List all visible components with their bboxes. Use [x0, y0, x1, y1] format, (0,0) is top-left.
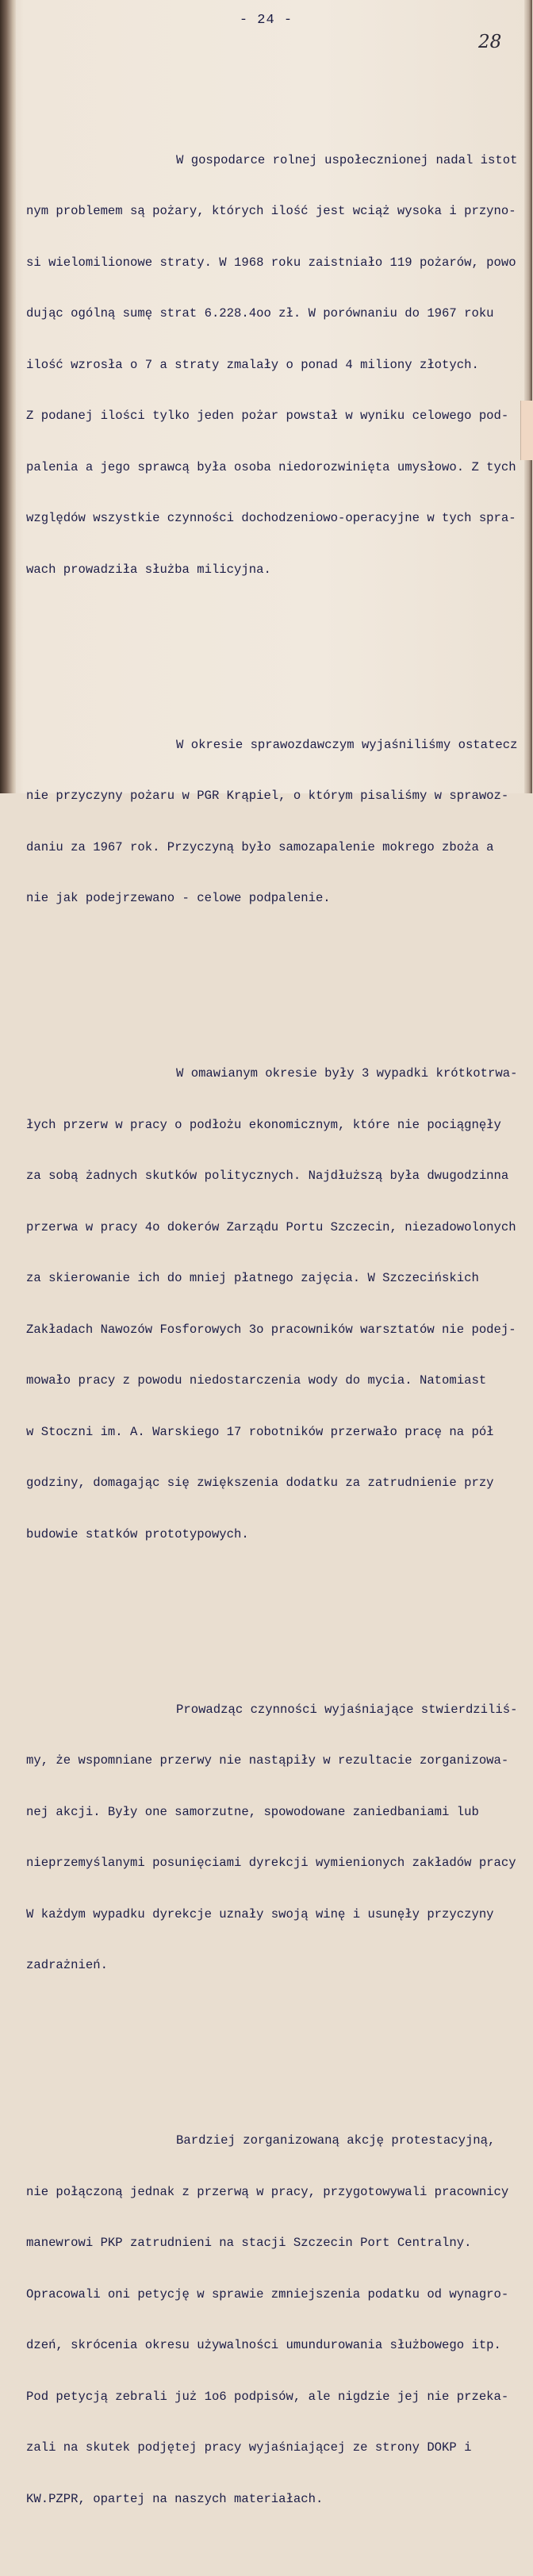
text-line: Bardziej zorganizowaną akcję protestacyjną, — [176, 2133, 496, 2148]
text-line: my, że wspomniane przerwy nie nastąpiły w rezultacie zorganizowa- — [26, 1753, 509, 1768]
text-line: Opracowali oni petycję w sprawie zmniejszenia podatku od wynagro- — [26, 2286, 509, 2302]
text-line: daniu za 1967 rok. Przyczyną było samozapalenie mokrego zboża a — [26, 839, 494, 854]
text-line: Pod petycją zebrali już 1o6 podpisów, ale nigdzie jej nie przeka- — [26, 2389, 509, 2404]
text-line: wach prowadziła służba milicyjna. — [26, 562, 271, 577]
paragraph — [26, 2098, 524, 2542]
binding-shadow — [0, 0, 16, 793]
text-line: przerwa w pracy 4o dokerów Zarządu Portu Szczecin, niezadowolonych — [26, 1219, 516, 1234]
text-line: dując ogólną sumę strat 6.228.4oo zł. W porównaniu do 1967 roku — [26, 306, 494, 321]
text-line: nie jak podejrzewano - celowe podpalenie. — [26, 891, 331, 905]
text-line: nie połączoną jednak z przerwą w pracy, przygotowywali pracownicy — [26, 2184, 509, 2199]
text-line: Prowadząc czynności wyjaśniające stwierdziliś- — [176, 1702, 518, 1717]
page-number: - 24 - — [239, 13, 293, 28]
text-line: ilość wzrosła o 7 a straty zmalały o ponad 4 miliony złotych. — [26, 357, 479, 372]
text-line: zali na skutek podjętej pracy wyjaśniającej ze strony DOKP i — [26, 2440, 472, 2455]
paragraph — [26, 118, 524, 613]
text-line: nej akcji. Były one samorzutne, spowodowane zaniedbaniami lub — [26, 1804, 479, 1819]
text-line: względów wszystkie czynności dochodzeniowo-operacyjne w tych spra- — [26, 511, 516, 525]
paragraph — [26, 1668, 524, 2009]
page-edge — [524, 0, 532, 793]
text-line: łych przerw w pracy o podłożu ekonomicznym, które nie pociągnęły — [26, 1117, 501, 1132]
document-body — [26, 67, 524, 2576]
text-line: nieprzemyślanymi posunięciami dyrekcji wymienionych zakładów pracy — [26, 1856, 516, 1870]
paragraph — [26, 1031, 524, 1577]
text-line: w Stoczni im. A. Warskiego 17 robotników przerwało pracę na pół — [26, 1424, 494, 1439]
text-line: za sobą żadnych skutków politycznych. Najdłuższą była dwugodzinna — [26, 1169, 509, 1183]
text-line: mowało pracy z powodu niedostarczenia wody do mycia. Natomiast — [26, 1373, 487, 1388]
text-line: W okresie sprawozdawczym wyjaśniliśmy ostatecz — [176, 737, 518, 752]
text-line: zadrażnień. — [26, 1958, 108, 1972]
text-line: W każdym wypadku dyrekcje uznały swoją winę i usunęły przyczyny — [26, 1906, 494, 1921]
text-line: W omawianym okresie były 3 wypadki krótkotrwa- — [176, 1066, 518, 1081]
text-line: W gospodarce rolnej uspołecznionej nadal istot — [176, 152, 518, 167]
text-line: manewrowi PKP zatrudnieni na stacji Szczecin Port Centralny. — [26, 2236, 472, 2250]
text-line: nym problemem są pożary, których ilość jest wciąż wysoka i przyno- — [26, 204, 516, 218]
text-line: za skierowanie ich do mniej płatnego zajęcia. W Szczecińskich — [26, 1271, 479, 1285]
text-line: Zakładach Nawozów Fosforowych 3o pracowników warsztatów nie podej- — [26, 1322, 516, 1337]
text-line: nie przyczyny pożaru w PGR Krąpiel, o którym pisaliśmy w sprawoz- — [26, 789, 509, 803]
text-line: godziny, domagając się zwiększenia dodatku za zatrudnienie przy — [26, 1476, 494, 1490]
text-line: Z podanej ilości tylko jeden pożar powstał w wyniku celowego pod- — [26, 409, 509, 423]
text-line: si wielomilionowe straty. W 1968 roku zaistniało 119 pożarów, powo — [26, 255, 516, 270]
text-line: dzeń, skrócenia okresu używalności umundurowania służbowego itp. — [26, 2338, 501, 2352]
paragraph — [26, 703, 524, 942]
handwritten-page-number: 28 — [478, 32, 502, 52]
text-line: KW.PZPR, opartej na naszych materiałach. — [26, 2491, 324, 2506]
text-line: palenia a jego sprawcą była osoba niedorozwinięta umysłowo. Z tych — [26, 459, 516, 474]
text-line: budowie statków prototypowych. — [26, 1526, 249, 1541]
